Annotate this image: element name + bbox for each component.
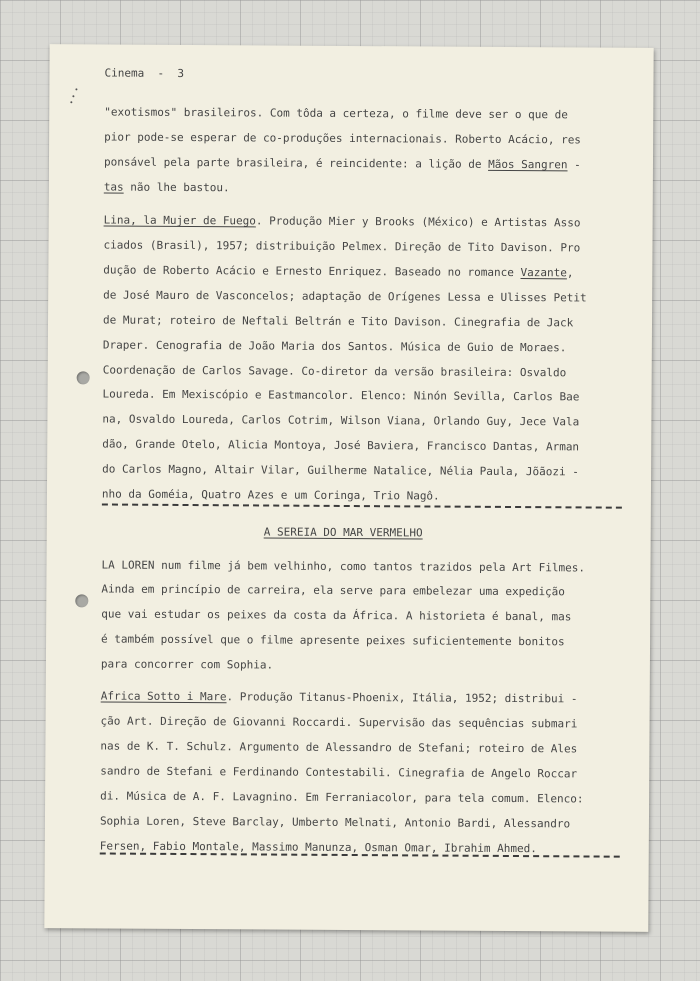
review2-credits-line: nas de K. T. Schulz. Argumento de Alessandro de Stefani; roteiro de Ales	[100, 739, 578, 756]
review1-credits-line: de Murat; roteiro de Neftali Beltrán e Tito Davison. Cinegrafia de Jack	[102, 313, 574, 330]
review1-credits-line: do Carlos Magno, Altair Vilar, Guilherme Natalice, Nélia Paula, Jõãozi -	[102, 462, 579, 479]
review1-credits-line: de José Mauro de Vasconcelos; adaptação de Orígenes Lessa e Ulisses Petit	[103, 288, 587, 305]
review1-credits-line: dução de Roberto Acácio e Ernesto Enriquez. Baseado no romance Vazante,	[103, 263, 574, 280]
review2-paragraph-line: para concorrer com Sophia.	[100, 657, 274, 672]
punch-hole-bottom	[75, 594, 88, 607]
review1-credits-line: na, Osvaldo Loureda, Carlos Cotrim, Wilson Viana, Orlando Guy, Jece Vala	[102, 412, 580, 429]
review2-paragraph-line: LA LOREN num filme já bem velhinho, como tantos trazidos pela Art Filmes.	[101, 558, 586, 575]
pencil-marks	[69, 86, 83, 106]
review2-credits-line: Fersen, Fabio Montale, Massimo Manunza, Osman Omar, Ibrahim Ahmed.	[99, 839, 537, 856]
review1-credits-line: Draper. Cenografia de João Maria dos Santos. Música de Guio de Moraes.	[102, 338, 567, 355]
review1-credits-line: nho da Goméia, Quatro Azes e um Coringa, Trio Nagô.	[101, 487, 440, 503]
typewritten-page	[44, 44, 653, 932]
review1-paragraph-line: pior pode-se esperar de co-produções internacionais. Roberto Acácio, res	[104, 130, 581, 147]
review2-credits-line: Sophia Loren, Steve Barclay, Umberto Melnati, Antonio Bardi, Alessandro	[99, 814, 571, 831]
review1-credits-line: Lina, la Mujer de Fuego. Produção Mier y Brooks (México) e Artistas Asso	[103, 213, 581, 230]
novel-title-vazante: Vazante	[520, 266, 567, 280]
section-divider	[100, 852, 620, 857]
review2-credits-line: sandro de Stefani e Ferdinando Contestabili. Cinegrafia de Angelo Roccar	[100, 764, 578, 781]
page-header: Cinema - 3	[104, 66, 185, 80]
review2-heading: A SEREIA DO MAR VERMELHO	[263, 525, 423, 540]
review1-credits-line: Coordenação de Carlos Savage. Co-diretor da versão brasileira: Osvaldo	[102, 363, 567, 380]
review1-paragraph-line: ponsável pela parte brasileira, é reincidente: a lição de Mãos Sangren -	[103, 155, 581, 172]
review2-credits-line: ção Art. Direção de Giovanni Roccardi. Supervisão das sequências submari	[100, 714, 578, 731]
punch-hole-top	[77, 371, 90, 384]
credits-film-title: Lina, la Mujer de Fuego	[103, 213, 256, 228]
review1-paragraph-line: "exotismos" brasileiros. Com tôda a certeza, o filme deve ser o que de	[104, 105, 568, 122]
review2-paragraph-line: que vai estudar os peixes da costa da África. A historieta é banal, mas	[101, 607, 572, 624]
review2-credits-line: di. Música de A. F. Lavagnino. Em Ferraniacolor, para tela comum. Elenco:	[100, 789, 584, 806]
credits-film-title: Africa Sotto i Mare	[100, 689, 227, 704]
section-divider	[102, 503, 622, 508]
review1-credits-line: dão, Grande Otelo, Alicia Montoya, José Baviera, Francisco Dantas, Arman	[102, 437, 580, 454]
review1-paragraph-line: tas não lhe bastou.	[103, 180, 230, 195]
review2-credits-line: Africa Sotto i Mare. Produção Titanus-Phoenix, Itália, 1952; distribui -	[100, 689, 578, 706]
film-title-maos-sangrentas: Mãos Sangren	[488, 157, 568, 172]
film-title-maos-sangrentas-cont: tas	[103, 180, 124, 194]
review2-paragraph-line: é também possível que o filme apresente peixes suficientemente bonitos	[101, 632, 565, 649]
review1-credits-line: Loureda. Em Mexiscópio e Eastmancolor. Elenco: Ninón Sevilla, Carlos Bae	[102, 387, 580, 404]
review2-paragraph-line: Ainda em princípio de carreira, ela serve para embelezar uma expedição	[101, 582, 566, 599]
review1-credits-line: ciados (Brasil), 1957; distribuição Pelmex. Direção de Tito Davison. Pro	[103, 238, 581, 255]
